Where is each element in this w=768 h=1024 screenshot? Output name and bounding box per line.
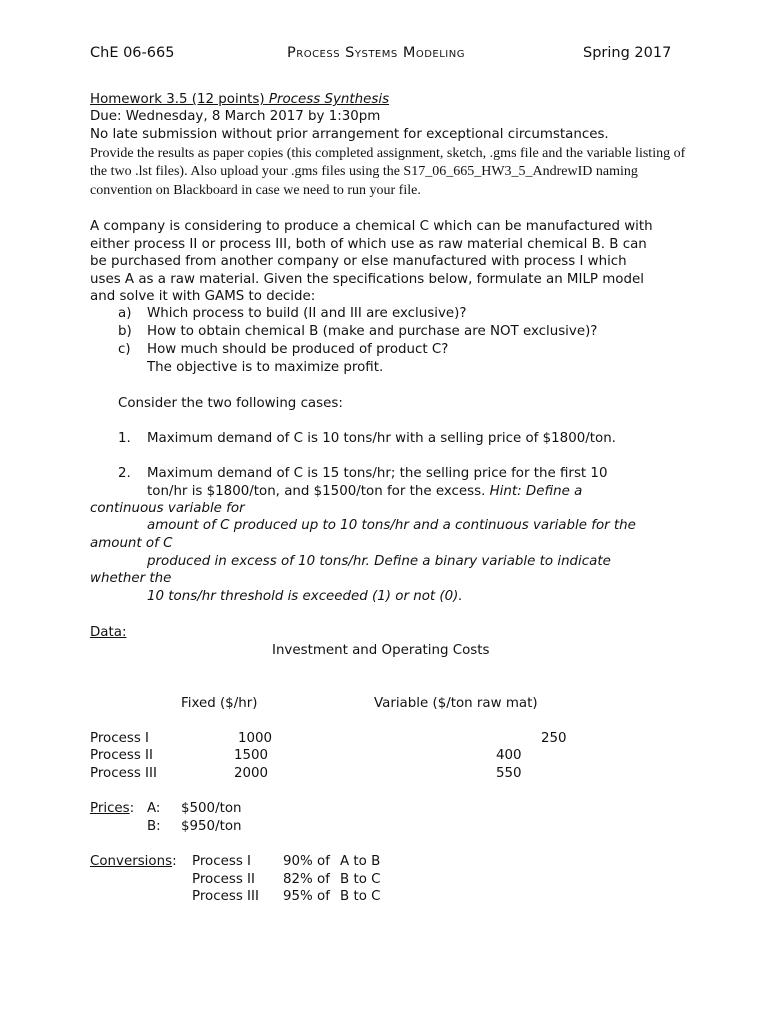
conversion-3-process: Process III [192, 889, 259, 904]
case-1-marker: 1. [118, 431, 131, 446]
course-term: Spring 2017 [583, 45, 672, 61]
question-c-text: How much should be produced of product C? [147, 342, 449, 357]
due-date: Due: Wednesday, 8 March 2017 by 1:30pm [90, 109, 381, 124]
question-a-text: Which process to build (II and III are exclusive)? [147, 306, 467, 321]
prices-heading [90, 801, 134, 816]
hint-line-3: amount of C produced up to 10 tons/hr and a continuous variable for the [147, 518, 636, 533]
case-1-text: Maximum demand of C is 10 tons/hr with a selling price of $1800/ton. [147, 431, 616, 446]
price-b-value: $950/ton [181, 819, 242, 834]
question-b-text: How to obtain chemical B (make and purchase are NOT exclusive)? [147, 324, 598, 339]
case-2-line-2-text: ton/hr is $1800/ton, and $1500/ton for the excess. [147, 484, 486, 499]
conversion-3-route: B to C [340, 889, 381, 904]
data-label: Data: [90, 625, 127, 640]
late-policy: No late submission without prior arrangement for exceptional circumstances. [90, 127, 609, 142]
question-b-marker: b) [118, 324, 132, 339]
row-1-name: Process I [90, 731, 150, 746]
hint-line-4: amount of C [90, 536, 173, 551]
homework-topic: Process Synthesis [268, 92, 390, 107]
homework-heading [90, 92, 389, 107]
instructions-line-2: the two .lst files). Also upload your .gms files using the S17_06_665_HW3_5_AndrewID naming [90, 164, 638, 179]
conversion-2-route: B to C [340, 872, 381, 887]
col-header-variable: Variable ($/ton raw mat) [374, 696, 538, 711]
hint-line-5: produced in excess of 10 tons/hr. Define a binary variable to indicate [147, 554, 611, 569]
course-code: ChE 06-665 [90, 45, 175, 61]
price-a-item: A: [147, 801, 161, 816]
hint-line-7: 10 tons/hr threshold is exceeded (1) or not (0). [147, 589, 463, 604]
instructions-line-3: convention on Blackboard in case we need to run your file. [90, 183, 421, 198]
hint-line-2: continuous variable for [90, 501, 245, 516]
case-2-marker: 2. [118, 466, 131, 481]
hint-line-1: Hint: Define a [489, 484, 583, 499]
problem-line-3: be purchased from another company or else manufactured with process I which [90, 254, 627, 269]
conversion-2-process: Process II [192, 872, 255, 887]
conversion-3-pct: 95% of [283, 889, 330, 904]
price-b-item: B: [147, 819, 161, 834]
case-2-line-2 [147, 484, 582, 499]
course-title: Process Systems Modeling [287, 45, 465, 61]
row-3-name: Process III [90, 766, 157, 781]
row-2-variable: 400 [496, 748, 522, 763]
objective-text: The objective is to maximize profit. [147, 360, 384, 375]
row-2-fixed: 1500 [234, 748, 269, 763]
question-c-marker: c) [118, 342, 131, 357]
row-3-variable: 550 [496, 766, 522, 781]
conversions-heading [90, 854, 177, 869]
problem-line-4: uses A as a raw material. Given the specifications below, formulate an MILP model [90, 272, 644, 287]
row-1-variable: 250 [541, 731, 567, 746]
conversions-label: Conversions [90, 854, 173, 869]
question-a-marker: a) [118, 306, 132, 321]
problem-line-2: either process II or process III, both of which use as raw material chemical B. B can [90, 237, 647, 252]
hint-line-6: whether the [90, 571, 172, 586]
conversion-2-pct: 82% of [283, 872, 330, 887]
row-1-fixed: 1000 [238, 731, 273, 746]
instructions-line-1: Provide the results as paper copies (this completed assignment, sketch, .gms file and the variable listing of [90, 146, 686, 161]
row-3-fixed: 2000 [234, 766, 269, 781]
case-2-line-1: Maximum demand of C is 15 tons/hr; the selling price for the first 10 [147, 466, 608, 481]
prices-label: Prices [90, 801, 130, 816]
conversion-1-process: Process I [192, 854, 252, 869]
problem-line-1: A company is considering to produce a chemical C which can be manufactured with [90, 219, 653, 234]
conversion-1-pct: 90% of [283, 854, 330, 869]
conversion-1-route: A to B [340, 854, 381, 869]
cost-table-title: Investment and Operating Costs [272, 643, 490, 658]
col-header-fixed: Fixed ($/hr) [181, 696, 258, 711]
conversions-colon: : [172, 854, 177, 869]
homework-prefix: Homework 3.5 (12 points) [90, 92, 265, 107]
prices-colon: : [129, 801, 135, 816]
price-a-value: $500/ton [181, 801, 242, 816]
cases-intro: Consider the two following cases: [118, 396, 343, 411]
row-2-name: Process II [90, 748, 153, 763]
problem-line-5: and solve it with GAMS to decide: [90, 289, 316, 304]
